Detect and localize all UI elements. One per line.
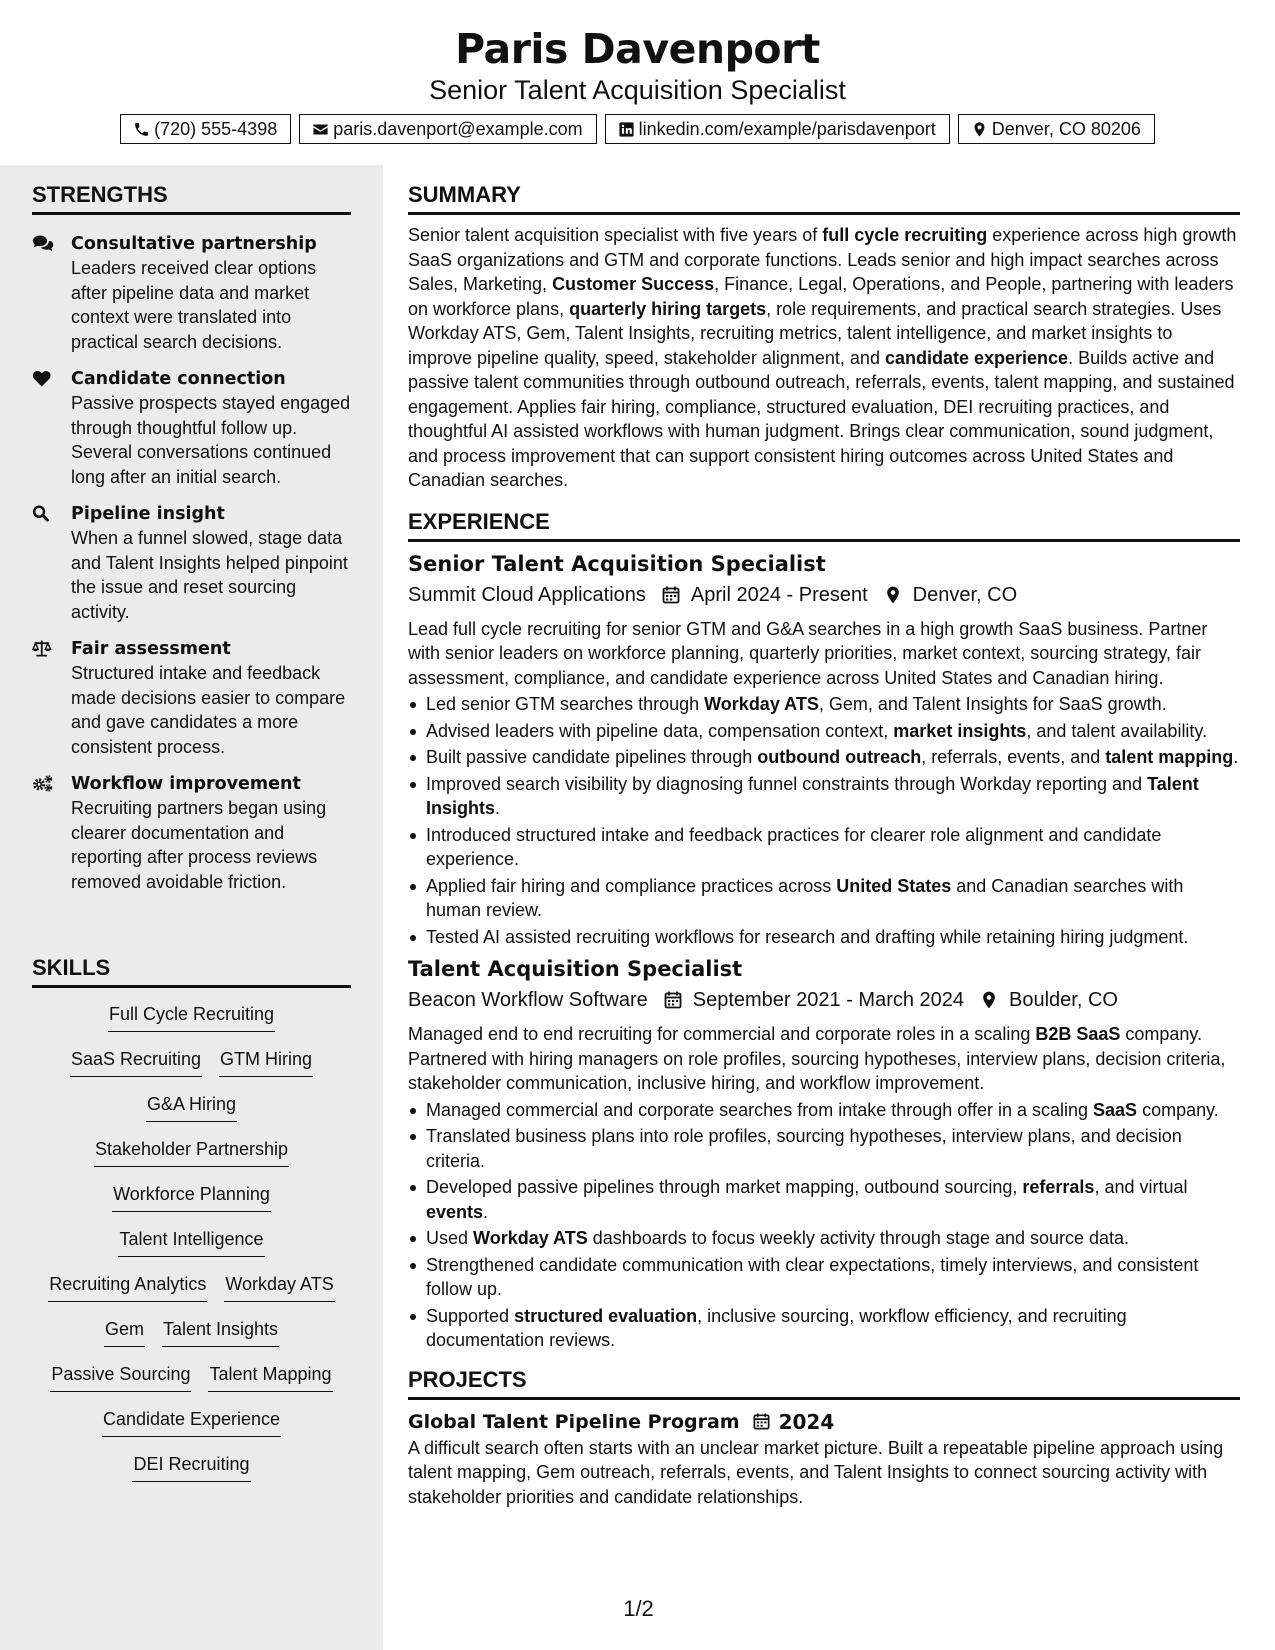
bold-keyword: market insights — [893, 720, 1027, 741]
bold-keyword: Talent Insights — [426, 773, 1199, 818]
strength-text: Recruiting partners began using clearer documentation and reporting after process reviews removed avoidable friction. — [71, 798, 327, 892]
experience-heading: EXPERIENCE — [408, 509, 1240, 542]
contact-email-text: paris.davenport@example.com — [333, 118, 583, 139]
project-title-row — [408, 1408, 1240, 1436]
candidate-title: Senior Talent Acquisition Specialist — [429, 75, 846, 105]
bold-keyword: referrals — [1022, 1177, 1095, 1197]
project-title: Global Talent Pipeline Program — [408, 1410, 740, 1433]
bold-keyword: quarterly hiring targets — [569, 298, 767, 319]
job-title: Talent Acquisition Specialist — [408, 957, 743, 981]
bold-keyword: Workday ATS — [704, 694, 819, 714]
strengths-heading: STRENGTHS — [32, 182, 351, 215]
job-location: Boulder, CO — [1009, 989, 1118, 1011]
bullet-item: Developed passive pipelines through market mapping, outbound sourcing, referrals, and virtual events. — [408, 1175, 1240, 1224]
bold-keyword: structured evaluation — [514, 1305, 698, 1326]
bullet-item: Improved search visibility by diagnosing funnel constraints through Workday reporting and Talent Insights. — [408, 772, 1240, 821]
job-company: Beacon Workflow Software — [408, 989, 648, 1011]
strength-title: Consultative partnership — [71, 234, 317, 254]
job-bullets — [408, 692, 1240, 949]
skill-tag: Recruiting Analytics — [48, 1272, 207, 1302]
bold-keyword: outbound outreach — [757, 747, 922, 767]
bullet-item: Used Workday ATS dashboards to focus weekly activity through stage and source data. — [408, 1226, 1240, 1251]
strength-item — [32, 637, 352, 759]
skill-tag: G&A Hiring — [146, 1092, 237, 1122]
job-company: Summit Cloud Applications — [408, 583, 646, 606]
contact-email[interactable] — [299, 114, 596, 144]
strength-title: Workflow improvement — [71, 774, 301, 794]
bullet-item: Strengthened candidate communication with clear expectations, timely interviews, and consistent follow up. — [408, 1253, 1240, 1302]
strength-text: Passive prospects stayed engaged through thoughtful follow up. Several conversations continued long after an initial search. — [71, 393, 351, 487]
calendar-icon — [752, 1412, 771, 1431]
job-bullets — [408, 1098, 1240, 1353]
job-location: Denver, CO — [912, 583, 1018, 606]
strength-text: Leaders received clear options after pipeline data and market context were translated into practical search decisions. — [71, 258, 317, 352]
map-pin-icon — [883, 585, 903, 605]
job-meta — [408, 581, 1240, 609]
contact-phone-text: (720) 555-4398 — [154, 118, 278, 139]
bullet-item: Applied fair hiring and compliance practices across United States and Canadian searches with human review. — [408, 874, 1240, 923]
skills-list — [32, 1002, 351, 1497]
skill-tag: Workforce Planning — [112, 1182, 271, 1212]
skill-tag: Talent Intelligence — [118, 1227, 264, 1257]
strength-title: Pipeline insight — [71, 504, 225, 524]
skill-tag: Workday ATS — [224, 1272, 334, 1302]
chat-bubbles-icon — [32, 234, 55, 253]
calendar-icon — [663, 990, 683, 1010]
job-description: Managed end to end recruiting for commercial and corporate roles in a scaling B2B SaaS company. Partnered with hiring managers on role profiles, sourcing hypotheses, interview plans, decision criteria, stakeholder communication, inclusive hiring, and workflow improvement. — [408, 1024, 1226, 1093]
skill-tag: SaaS Recruiting — [70, 1047, 202, 1077]
bullet-item: Led senior GTM searches through Workday ATS, Gem, and Talent Insights for SaaS growth. — [408, 692, 1240, 717]
skill-tag: Passive Sourcing — [50, 1362, 191, 1392]
bold-keyword: B2B SaaS — [1035, 1024, 1121, 1044]
job-entry — [408, 550, 1240, 950]
skill-tag: Talent Mapping — [208, 1362, 332, 1392]
page-number: 1/2 — [623, 1596, 654, 1621]
contact-bar — [0, 114, 1275, 144]
strength-item — [32, 772, 352, 894]
summary-text: Senior talent acquisition specialist with five years of full cycle recruiting experience across high growth SaaS organizations and GTM and corporate functions. Leads senior and high impact searches across Sales, Marketing, Customer Success, Finance, Legal, Operations, and People, partnering with leaders on workforce plans, quarterly hiring targets, role requirements, and practical search strategies. Uses Workday ATS, Gem, Talent Insights, recruiting metrics, talent intelligence, and market insights to improve pipeline quality, speed, stakeholder alignment, and candidate experience. Builds active and passive talent communities through outbound outreach, referrals, events, talent mapping, and sustained engagement. Applies fair hiring, compliance, structured evaluation, DEI recruiting practices, and thoughtful AI assisted workflows with human judgment. Brings clear communication, sound judgment, and process improvement that can support consistent hiring outcomes across United States and Canadian searches. — [408, 225, 1237, 490]
bullet-item: Introduced structured intake and feedback practices for clearer role alignment and candidate experience. — [408, 823, 1240, 872]
bold-keyword: candidate experience — [884, 347, 1069, 368]
job-dates: September 2021 - March 2024 — [692, 989, 965, 1011]
strength-title: Fair assessment — [71, 639, 231, 659]
summary-heading: SUMMARY — [408, 182, 1240, 215]
linkedin-icon — [618, 121, 635, 138]
skill-tag: Candidate Experience — [102, 1407, 281, 1437]
skill-tag: DEI Recruiting — [132, 1452, 250, 1482]
bullet-item: Managed commercial and corporate searches from intake through offer in a scaling SaaS company. — [408, 1098, 1240, 1123]
job-title: Senior Talent Acquisition Specialist — [408, 551, 826, 576]
strength-item — [32, 232, 352, 354]
job-description: Lead full cycle recruiting for senior GTM and G&A searches in a high growth SaaS business. Partner with senior leaders on workforce planning, quarterly priorities, market context, sourcing strategy, fair assessment, compliance, and candidate experience across United States and Canadian hiring. — [408, 618, 1208, 688]
bullet-item: Advised leaders with pipeline data, compensation context, market insights, and talent availability. — [408, 719, 1240, 744]
strengths-list — [32, 232, 352, 907]
gears-icon — [32, 774, 55, 793]
calendar-icon — [661, 585, 681, 605]
candidate-name: Paris Davenport — [455, 25, 820, 73]
contact-location-text: Denver, CO 80206 — [991, 118, 1141, 139]
skill-tag: Gem — [104, 1317, 145, 1347]
bullet-item: Tested AI assisted recruiting workflows for research and drafting while retaining hiring judgment. — [408, 925, 1240, 950]
map-pin-icon — [979, 990, 999, 1010]
bullet-item: Translated business plans into role profiles, sourcing hypotheses, interview plans, and decision criteria. — [408, 1124, 1240, 1173]
contact-linkedin-text: linkedin.com/example/parisdavenport — [638, 118, 936, 139]
skill-tag: GTM Hiring — [219, 1047, 313, 1077]
resume-header — [0, 0, 1275, 165]
bullet-item: Built passive candidate pipelines through outbound outreach, referrals, events, and talent mapping. — [408, 745, 1240, 770]
strength-item — [32, 502, 352, 624]
phone-icon — [133, 121, 150, 138]
bullet-item: Supported structured evaluation, inclusive sourcing, workflow efficiency, and recruiting documentation reviews. — [408, 1304, 1240, 1353]
strength-title: Candidate connection — [71, 369, 286, 389]
contact-linkedin[interactable] — [605, 114, 950, 144]
main-column — [408, 182, 1240, 1509]
job-dates: April 2024 - Present — [690, 583, 868, 606]
scale-icon — [32, 639, 55, 658]
project-text: A difficult search often starts with an unclear market picture. Built a repeatable pipeline approach using talent mapping, Gem outreach, referrals, events, and Talent Insights to connect sourcing activity with stakeholder priorities and candidate relationships. — [408, 1437, 1224, 1507]
bold-keyword: events — [426, 1201, 484, 1222]
project-entry — [408, 1408, 1240, 1510]
envelope-icon — [312, 121, 329, 138]
skill-tag: Full Cycle Recruiting — [108, 1002, 275, 1032]
strength-text: Structured intake and feedback made decisions easier to compare and gave candidates a more consistent process. — [71, 663, 346, 757]
heart-icon — [32, 369, 55, 388]
bold-keyword: full cycle recruiting — [822, 225, 988, 245]
skills-heading: SKILLS — [32, 955, 351, 988]
bold-keyword: SaaS — [1093, 1099, 1138, 1120]
map-pin-icon — [971, 121, 988, 138]
projects-heading: PROJECTS — [408, 1367, 1240, 1400]
project-year: 2024 — [778, 1409, 835, 1434]
skill-tag: Talent Insights — [162, 1317, 279, 1347]
bold-keyword: talent mapping — [1105, 747, 1234, 767]
skill-tag: Stakeholder Partnership — [94, 1137, 289, 1167]
strength-text: When a funnel slowed, stage data and Talent Insights helped pinpoint the issue and reset sourcing activity. — [71, 528, 348, 622]
strength-item — [32, 367, 352, 489]
bold-keyword: United States — [836, 875, 952, 896]
bold-keyword: Customer Success — [552, 274, 715, 294]
job-meta — [408, 986, 1240, 1014]
search-icon — [32, 504, 55, 523]
contact-phone[interactable] — [120, 114, 291, 144]
job-entry — [408, 955, 1240, 1353]
bold-keyword: Workday ATS — [473, 1228, 588, 1248]
contact-location[interactable] — [958, 114, 1155, 144]
